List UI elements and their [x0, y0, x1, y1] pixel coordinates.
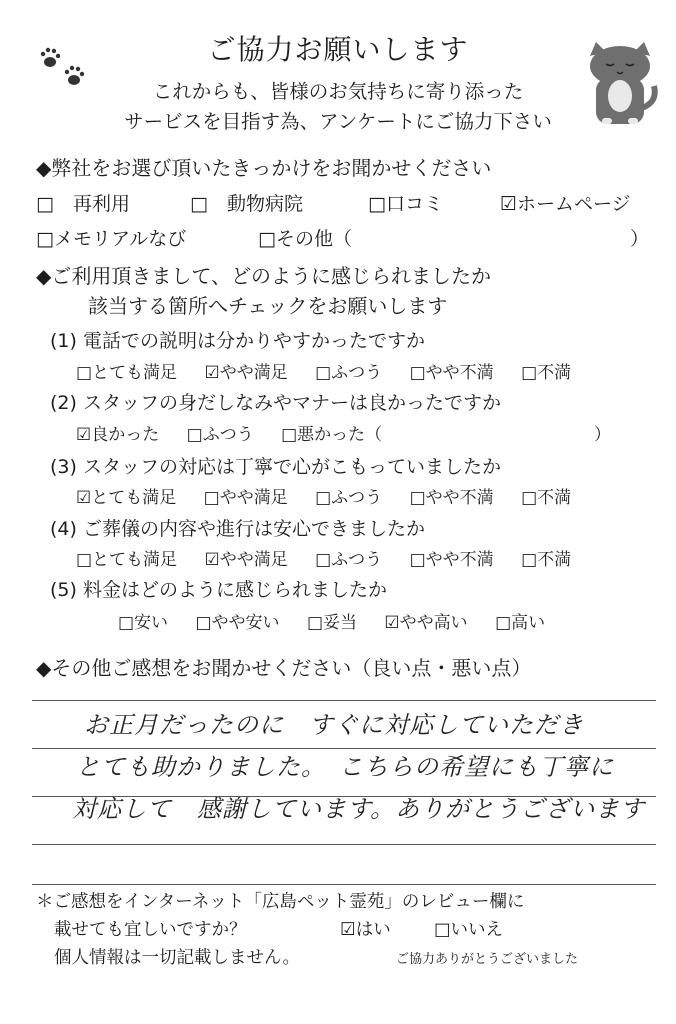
section1-option-homepage[interactable]: ☑ホームページ — [500, 193, 631, 215]
q5-option-reasonable[interactable]: □妥当 — [306, 613, 357, 633]
question-5-options — [118, 608, 545, 633]
q1-option-dissatisfied[interactable]: □不満 — [521, 363, 572, 383]
intro-line-1: これからも、皆様のお気持ちに寄り添った — [152, 80, 524, 103]
question-5: (5) 料金はどのように感じられましたか — [50, 579, 387, 601]
privacy-note: 個人情報は一切記載しません。 — [54, 948, 301, 968]
question-2-options — [76, 420, 382, 445]
q1-option-somewhat-dissatisfied[interactable]: □やや不満 — [409, 363, 494, 383]
page-title: ご協力お願いします — [207, 33, 469, 66]
question-4: (4) ご葬儀の内容や進行は安心できましたか — [50, 518, 425, 540]
section1-heading: ◆弊社をお選び頂いたきっかけをお聞かせください — [36, 156, 492, 180]
question-1: (1) 電話での説明は分かりやすかったですか — [50, 330, 425, 352]
review-question-line-2: 載せても宜しいですか？ — [54, 920, 247, 940]
thanks-note: ご協力ありがとうございました — [396, 952, 579, 967]
handwritten-comment-line-1: お正月だったのに すぐに対応していただき — [84, 711, 584, 739]
q1-option-very-satisfied[interactable]: □とても満足 — [76, 363, 178, 383]
question-2: (2) スタッフの身だしなみやマナーは良かったですか — [50, 392, 501, 414]
question-4-options — [76, 545, 571, 570]
q1-option-somewhat-satisfied[interactable]: ☑やや満足 — [204, 363, 288, 383]
q3-option-somewhat-satisfied[interactable]: □やや満足 — [203, 488, 288, 508]
q1-option-neutral[interactable]: □ふつう — [315, 363, 383, 383]
write-line-4 — [32, 844, 656, 845]
handwritten-comment-line-2: とても助かりました。 こちらの希望にも丁寧に — [76, 753, 614, 781]
section1-option-vet[interactable]: □ 動物病院 — [190, 193, 303, 215]
q3-option-dissatisfied[interactable]: □不満 — [521, 488, 572, 508]
q2-option-good[interactable]: ☑良かった — [76, 425, 160, 445]
q4-option-somewhat-dissatisfied[interactable]: □やや不満 — [409, 550, 494, 570]
review-option-no[interactable]: □いいえ — [434, 920, 504, 940]
q5-option-somewhat-expensive[interactable]: ☑やや高い — [384, 613, 468, 633]
intro-line-2: サービスを目指す為、アンケートにご協力下さい — [124, 110, 552, 133]
q3-option-somewhat-dissatisfied[interactable]: □やや不満 — [409, 488, 494, 508]
section2-heading: ◆ご利用頂きまして、どのように感じられましたか — [36, 264, 491, 288]
q3-option-neutral[interactable]: □ふつう — [315, 488, 383, 508]
q3-option-very-satisfied[interactable]: ☑とても満足 — [76, 488, 177, 508]
question-3: (3) スタッフの対応は丁寧で心がこもっていましたか — [50, 456, 501, 478]
question-3-options — [76, 483, 571, 508]
q4-option-neutral[interactable]: □ふつう — [315, 550, 383, 570]
q4-option-dissatisfied[interactable]: □不満 — [521, 550, 572, 570]
section1-option-other[interactable]: □その他（ — [258, 228, 352, 250]
review-option-yes[interactable]: ☑はい — [340, 920, 391, 940]
handwritten-comment-line-3: 対応して 感謝しています。ありがとうございます — [72, 795, 646, 823]
q2-option-neutral[interactable]: □ふつう — [186, 425, 254, 445]
section1-other-close: ） — [630, 228, 650, 250]
q2-option-bad[interactable]: □悪かった（ — [281, 425, 383, 445]
section1-option-reuse[interactable]: □ 再利用 — [36, 193, 130, 215]
q5-option-somewhat-cheap[interactable]: □やや安い — [195, 613, 280, 633]
write-line-1 — [32, 700, 656, 701]
review-question-line-1: ＊ご感想をインターネット「広島ペット霊苑」のレビュー欄に — [36, 892, 525, 912]
q2-bad-close: ） — [594, 425, 611, 445]
section1-option-memorialnavi[interactable]: □メモリアルなび — [36, 228, 187, 250]
question-1-options — [76, 358, 571, 383]
section1-option-wordofmouth[interactable]: □口コミ — [368, 193, 443, 215]
q5-option-cheap[interactable]: □安い — [118, 613, 169, 633]
q4-option-very-satisfied[interactable]: □とても満足 — [76, 550, 178, 570]
q4-option-somewhat-satisfied[interactable]: ☑やや満足 — [204, 550, 288, 570]
write-line-5 — [32, 884, 656, 885]
section2-subheading: 該当する箇所へチェックをお願いします — [88, 294, 448, 318]
q5-option-expensive[interactable]: □高い — [495, 613, 546, 633]
section3-heading: ◆その他ご感想をお聞かせください（良い点・悪い点） — [36, 656, 532, 680]
